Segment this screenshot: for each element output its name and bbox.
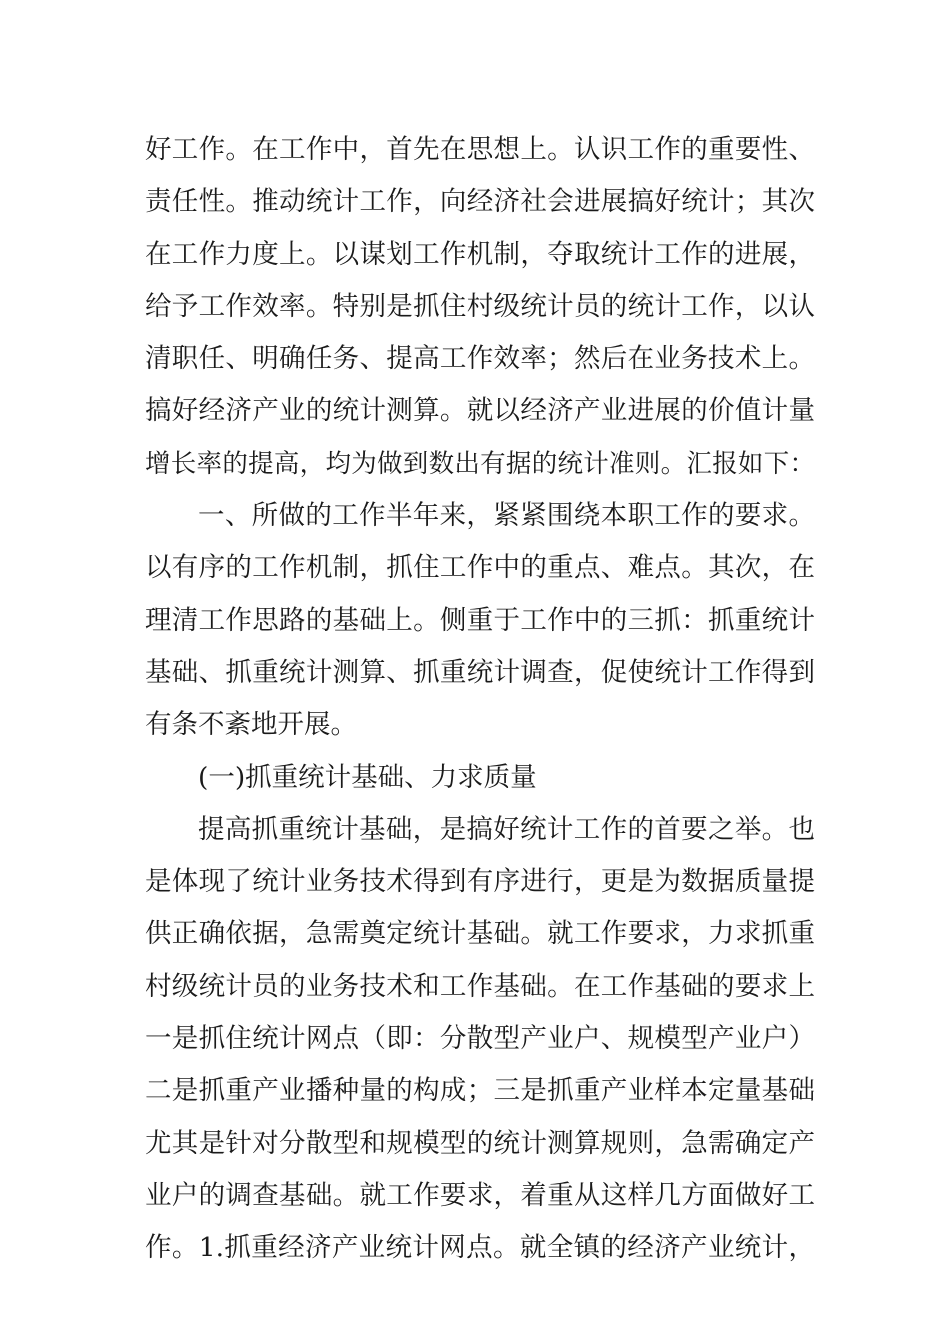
text-line: 基础、抓重统计测算、抓重统计调查，促使统计工作得到: [145, 656, 815, 688]
text-line: 尤其是针对分散型和规模型的统计测算规则，急需确定产: [145, 1127, 815, 1159]
text-line: 是体现了统计业务技术得到有序进行，更是为数据质量提: [145, 866, 815, 898]
body-text: [145, 124, 815, 1275]
text-line: 一是抓住统计网点（即：分散型产业户、规模型产业户）: [145, 1023, 815, 1055]
text-line: 村级统计员的业务技术和工作基础。在工作基础的要求上: [145, 970, 815, 1002]
text-line: 以有序的工作机制，抓住工作中的重点、难点。其次，在: [145, 552, 815, 584]
text-line: 在工作力度上。以谋划工作机制，夺取统计工作的进展，: [145, 238, 815, 270]
text-line: 提高抓重统计基础，是搞好统计工作的首要之举。也: [198, 813, 815, 845]
text-line: 作。1.抓重经济产业统计网点。就全镇的经济产业统计，: [145, 1232, 815, 1264]
text-line: 业户的调查基础。就工作要求，着重从这样几方面做好工: [145, 1179, 815, 1211]
section-heading: (一)抓重统计基础、力求质量: [198, 761, 537, 793]
text-line: 搞好经济产业的统计测算。就以经济产业进展的价值计量: [145, 395, 815, 427]
text-line: 一、所做的工作半年来，紧紧围绕本职工作的要求。: [198, 500, 815, 532]
text-line: 有条不紊地开展。: [145, 709, 357, 741]
text-line: 供正确依据，急需奠定统计基础。就工作要求，力求抓重: [145, 918, 815, 950]
text-line: 清职任、明确任务、提高工作效率；然后在业务技术上。: [145, 343, 815, 375]
text-line: 好工作。在工作中，首先在思想上。认识工作的重要性、: [145, 134, 815, 165]
text-line: 增长率的提高，均为做到数出有据的统计准则。汇报如下：: [145, 448, 815, 479]
text-line: 责任性。推动统计工作，向经济社会进展搞好统计；其次: [145, 186, 815, 218]
text-line: 理清工作思路的基础上。侧重于工作中的三抓：抓重统计: [145, 604, 815, 636]
text-line: 二是抓重产业播种量的构成；三是抓重产业样本定量基础: [145, 1075, 815, 1107]
text-line: 给予工作效率。特别是抓住村级统计员的统计工作，以认: [145, 290, 815, 322]
